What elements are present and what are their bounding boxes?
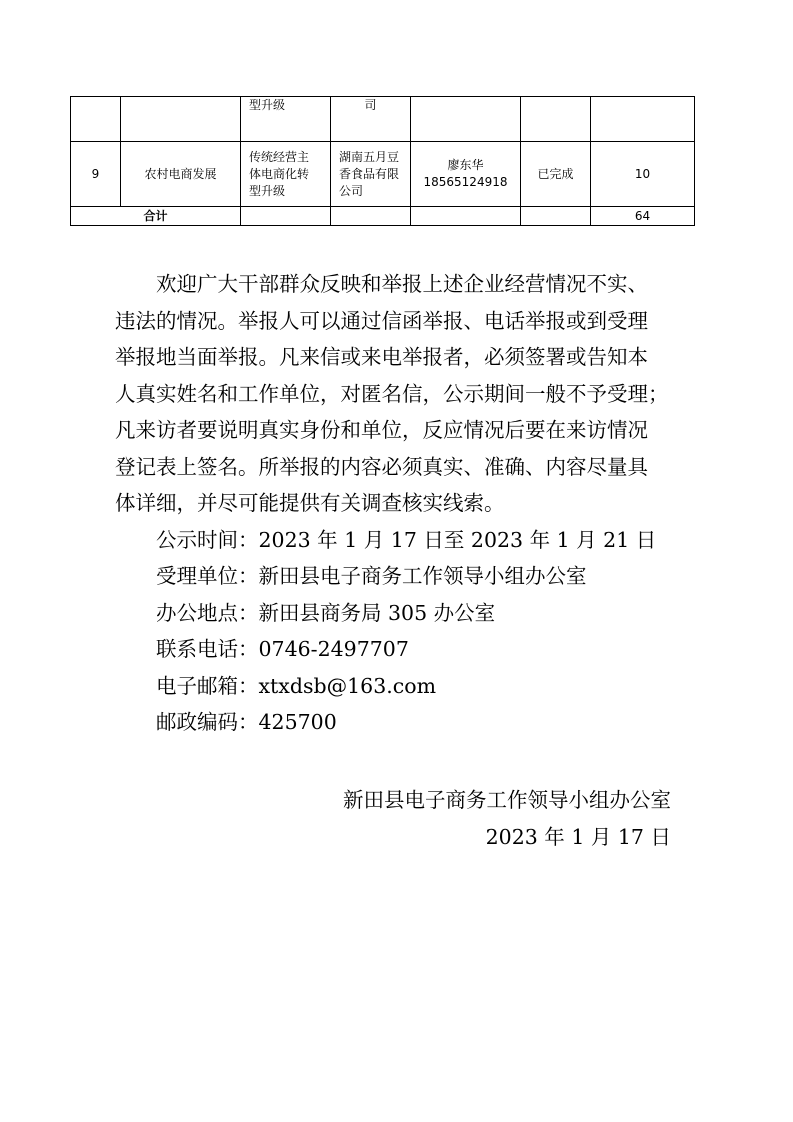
cell-line: 传统经营主 xyxy=(249,149,310,164)
info-email xyxy=(115,668,695,705)
cell-line: 型升级 xyxy=(249,98,286,112)
cell-amount xyxy=(591,97,695,142)
info-label: 邮政编码： xyxy=(156,710,259,734)
cell-content xyxy=(241,142,331,207)
info-value: 2023 年 1 月 17 日至 2023 年 1 月 21 日 xyxy=(258,527,657,552)
info-label: 公示时间： xyxy=(156,527,259,552)
cell-status: 已完成 xyxy=(521,142,591,207)
cell-amount: 10 xyxy=(591,142,695,207)
info-label: 受理单位： xyxy=(156,564,259,588)
cell-no: 9 xyxy=(71,142,121,207)
cell-status xyxy=(521,97,591,142)
table-row xyxy=(71,142,695,207)
notice-line: 凡来访者要说明真实身份和单位，反应情况后要在来访情况 xyxy=(115,418,648,442)
cell-contact xyxy=(411,97,521,142)
cell-line: 香食品有限 xyxy=(339,166,400,181)
project-table xyxy=(70,96,695,226)
cell-line: 公司 xyxy=(339,183,364,198)
notice-line: 欢迎广大干部群众反映和举报上述企业经营情况不实、 xyxy=(156,272,648,296)
cell-line: 体电商化转 xyxy=(249,166,310,181)
total-amount: 64 xyxy=(591,207,695,226)
notice-line: 违法的情况。举报人可以通过信函举报、电话举报或到受理 xyxy=(115,308,648,333)
cell-line: 型升级 xyxy=(249,183,286,198)
info-office-address xyxy=(115,595,695,632)
info-value: 新田县商务局 305 办公室 xyxy=(258,600,496,625)
cell-company xyxy=(331,142,411,207)
cell-line: 司 xyxy=(364,98,377,112)
notice-line: 体详细，并尽可能提供有关调查核实线索。 xyxy=(115,491,505,515)
notice-line: 人真实姓名和工作单位，对匿名信，公示期间一般不予受理； xyxy=(115,381,669,406)
cell-line: 湖南五月豆 xyxy=(339,149,400,164)
contact-phone: 18565124918 xyxy=(423,175,508,189)
cell-no xyxy=(71,97,121,142)
cell-empty xyxy=(331,207,411,226)
signature-block xyxy=(343,782,671,856)
cell-empty xyxy=(411,207,521,226)
cell-empty xyxy=(241,207,331,226)
signature-date: 2023 年 1 月 17 日 xyxy=(485,825,671,849)
cell-company xyxy=(331,97,411,142)
info-postcode xyxy=(115,704,695,741)
table-row xyxy=(71,97,695,142)
cell-content xyxy=(241,97,331,142)
notice-body xyxy=(115,266,695,741)
notice-line: 登记表上签名。所举报的内容必须真实、准确、内容尽量具 xyxy=(115,454,648,479)
info-value: 0746-2497707 xyxy=(258,637,409,661)
notice-line: 举报地当面举报。凡来信或来电举报者，必须签署或告知本 xyxy=(115,345,648,369)
info-publicity-period xyxy=(115,522,695,559)
cell-contact xyxy=(411,142,521,207)
table-total-row xyxy=(71,207,695,226)
cell-project: 农村电商发展 xyxy=(121,142,241,207)
info-label: 办公地点： xyxy=(156,600,259,625)
info-accepting-unit xyxy=(115,558,695,595)
info-label: 联系电话： xyxy=(156,637,259,661)
cell-empty xyxy=(521,207,591,226)
info-phone xyxy=(115,631,695,668)
info-value: 425700 xyxy=(258,710,337,734)
cell-project xyxy=(121,97,241,142)
contact-name: 廖东华 xyxy=(447,158,484,172)
total-label: 合计 xyxy=(71,207,241,226)
info-value: xtxdsb@163.com xyxy=(258,673,437,698)
info-value: 新田县电子商务工作领导小组办公室 xyxy=(258,564,587,588)
signature-org: 新田县电子商务工作领导小组办公室 xyxy=(343,788,671,812)
info-label: 电子邮箱： xyxy=(156,673,259,698)
